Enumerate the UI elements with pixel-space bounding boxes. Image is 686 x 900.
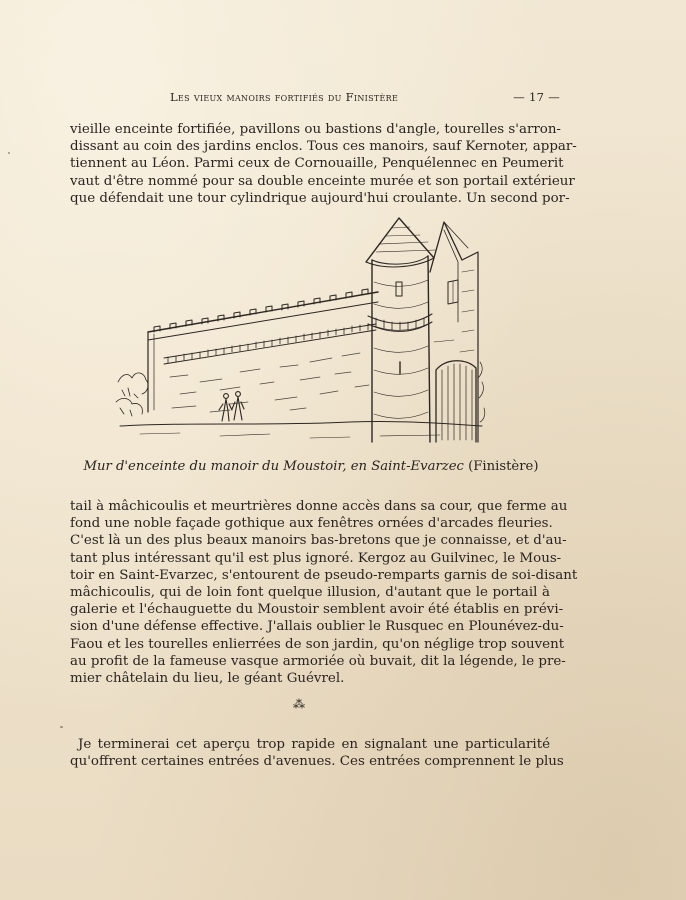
text-line: tiennent au Léon. Parmi ceux de Cornouaille, Penquélennec en Peumerit <box>70 156 564 172</box>
running-head-title: Les vieux manoirs fortifiés du Finistère <box>170 90 399 104</box>
text-line: mier châtelain du lieu, le géant Guévrel. <box>70 671 345 687</box>
text-line: vieille enceinte fortifiée, pavillons ou bastions d'angle, tourelles s'arron- <box>70 122 561 137</box>
section-ornament: ⁂ <box>293 697 305 711</box>
caption-text: Mur d'enceinte du manoir du Moustoir, en Saint-Evarzec <box>83 459 464 474</box>
page-number: — 17 — <box>513 90 560 104</box>
text-line: C'est là un des plus beaux manoirs bas-bretons que je connaisse, et d'au- <box>70 533 567 549</box>
text-line: vaut d'être nommé pour sa double enceinte murée et son portail extérieur <box>70 173 575 189</box>
running-head <box>170 90 560 104</box>
paper-speck <box>8 152 10 154</box>
paragraph-3 <box>70 736 564 770</box>
text-line: fond une noble façade gothique aux fenêtres ornées d'arcades fleuries. <box>70 516 553 532</box>
text-line: que défendait une tour cylindrique aujourd'hui croulante. Un second por- <box>70 190 570 206</box>
engraving-illustration <box>110 212 490 450</box>
figure-caption <box>72 459 550 474</box>
paragraph-2 <box>70 498 578 687</box>
text-line: toir en Saint-Evarzec, s'entourent de pseudo-remparts garnis de soi-disant <box>70 567 578 583</box>
text-line: qu'offrent certaines entrées d'avenues. Ces entrées comprennent le plus <box>70 754 564 770</box>
text-line: sion d'une défense effective. J'allais oublier le Rusquec en Plounévez-du- <box>70 619 564 635</box>
text-line: mâchicoulis, qui de loin font quelque illusion, d'autant que le portail à <box>70 585 550 601</box>
text-line: tail à mâchicoulis et meurtrières donne accès dans sa cour, que ferme au <box>70 499 568 514</box>
text-line: Faou et les tourelles enlierrées de son jardin, qu'on néglige trop souvent <box>70 636 565 652</box>
text-line: dissant au coin des jardins enclos. Tous ces manoirs, sauf Kernoter, appar- <box>70 139 577 155</box>
text-line: galerie et l'échauguette du Moustoir semblent avoir été établis en prévi- <box>70 602 564 618</box>
text-line: au profit de la fameuse vasque armoriée où buvait, dit la légende, le pre- <box>70 653 566 669</box>
paragraph-1 <box>70 121 577 207</box>
caption-location: (Finistère) <box>468 459 539 474</box>
text-line: tant plus intéressant qu'il est plus ignoré. Kergoz au Guilvinec, le Mous- <box>70 550 562 566</box>
text-line: Je terminerai cet aperçu trop rapide en signalant une particularité <box>78 737 550 752</box>
paper-speck <box>60 726 63 728</box>
